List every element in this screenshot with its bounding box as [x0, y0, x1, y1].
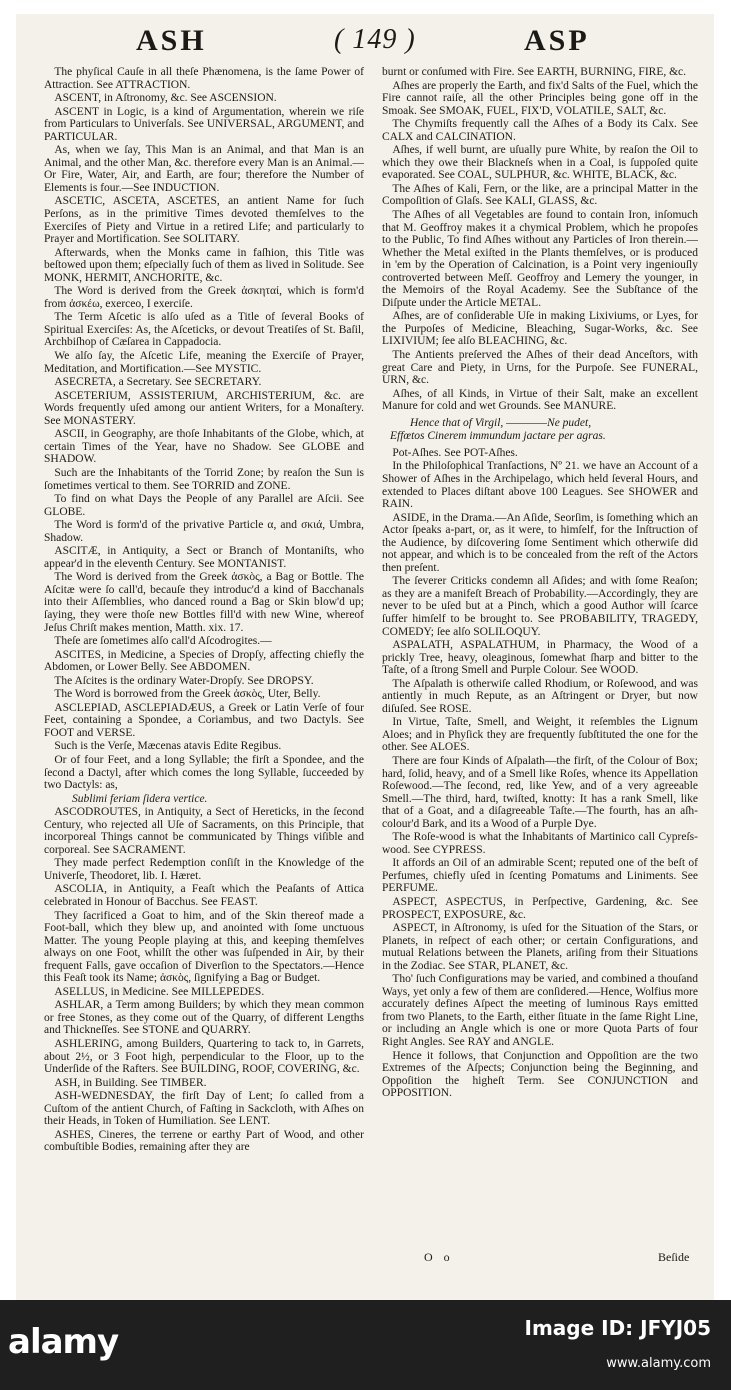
entry: In the Philoſophical Tranſactions, Nº 21. we have an Account of a Shower of Aſhes in the Archipelago, which held ſeveral Hours, and extended to Places diſtant above 100 Leagues. See SHOWER and RAIN.	[382, 460, 698, 511]
entry: The Term Aſcetic is alſo uſed as a Title of ſeveral Books of Spiritual Exerciſes: As, the Aſceticks, or devout Treatiſes of St. Baſil, Archbiſhop of Cæſarea in Cappadocia.	[44, 311, 364, 349]
entry: The Chymiſts frequently call the Aſhes of a Body its Calx. See CALX and CALCINATION.	[382, 118, 698, 143]
entry: ASECRETA, a Secretary. See SECRETARY.	[54, 376, 262, 389]
entry: ASCETIC, ASCETA, ASCETES, an antient Name for ſuch Perſons, as in the primitive Times devoted themſelves to the Exerciſes of Piety and Virtue in a retired Life; and particularly to Prayer and Mortification. See SOLITARY.	[44, 195, 364, 246]
entry: Or of four Feet, and a long Syllable; the firſt a Spondee, and the ſecond a Dactyl, after which comes the long Syllable, ſucceeded by two Dactyls: as,	[44, 753, 364, 792]
entry: ASCITES, in Medicine, a Species of Dropſy, affecting chiefly the Abdomen, or Lower Belly. See ABDOMEN.	[44, 648, 364, 674]
entry: There are four Kinds of Aſpalath—the firſt, of the Colour of Box; hard, ſolid, heavy, and of a Smell like Roſes, whence its Appellation Roſewood.—The ſecond, red, like Yew, and of a very agreeable Smell.—The third, hard, twiſted, knotty: It has a rank Smell, like that of a Goat, and a diſagreeable Taſte.—The fourth, has an aſh-colour'd Bark, and its a Wood of a Purple Dye.	[382, 754, 698, 830]
entry: It affords an Oil of an admirable Scent; reputed one of the beſt of Perfumes, chiefly uſed in ſcenting Pomatums and Liniments. See PERFUME.	[382, 857, 698, 895]
entry: ASPECT, in Aſtronomy, is uſed for the Situation of the Stars, or Planets, in reſpect of each other; or certain Configurations, and mutual Relations between the Planets, ariſing from their Situations in the Zodiac. See STAR, PLANET, &c.	[382, 922, 698, 972]
entry: In Virtue, Taſte, Smell, and Weight, it reſembles the Lignum Aloes; and in Phyſick they are frequently ſubſtituted the one for the other. See ALOES.	[382, 716, 698, 754]
entry: Theſe are ſometimes alſo call'd Aſcodrogites.—	[54, 635, 272, 648]
entry: The Word is derived from the Greek ἀσκὸς, a Bag or Bottle. The Aſcitæ were ſo call'd, becauſe they introduc'd a kind of Bacchanals into their Aſſemblies, who danced round a Bag or Skin blow'd up; ſaying, they were thoſe new Bottles fill'd with new Wine, whereof Jeſus Chriſt makes mention, Matth. xix. 17.	[44, 571, 364, 634]
entry: The Word is borrowed from the Greek ἀσκὸς, Uter, Belly.	[54, 688, 321, 701]
entry: ASPECT, ASPECTUS, in Perſpective, Gardening, &c. See PROSPECT, EXPOSURE, &c.	[382, 896, 698, 921]
running-head	[16, 20, 714, 68]
entry: Tho' ſuch Configurations may be varied, and combined a thouſand Ways, yet only a few of them are conſidered.—Hence, Wolfius more accurately defines Aſpect the meeting of luminous Rays emitted from two Planets, to the Earth, either ſituate in the ſame Right Line, or including an Angle which is one or more Quota Parts of four Right Angles. See RAY and ANGLE.	[382, 973, 698, 1049]
left-column	[44, 66, 364, 1262]
entry: ASCLEPIAD, ASCLEPIADÆUS, a Greek or Latin Verſe of four Feet, containing a Spondee, a Coriambus, and two Dactyls. See FOOT and VERSE.	[44, 701, 364, 739]
entry: ASCENT, in Aſtronomy, &c. See ASCENSION.	[54, 92, 277, 105]
entry: ASH, in Building. See TIMBER.	[54, 1076, 207, 1089]
entry: The Word is derived from the Greek ἀσκηταί, which is form'd from ἀσκέω, exerceo, I exerciſe.	[44, 285, 364, 310]
verse-line: Sublimi feriam ſidera vertice.	[72, 792, 208, 805]
signature-mark: O o	[424, 1250, 454, 1264]
head-right: ASP	[524, 24, 590, 57]
entry: We alſo ſay, the Aſcetic Life, meaning the Exerciſe of Prayer, Meditation, and Mortification.—See MYSTIC.	[44, 350, 364, 375]
entry: The phyſical Cauſe in all theſe Phænomena, is the ſame Power of Attraction. See ATTRACTION.	[44, 66, 364, 91]
entry: Aſhes, are of conſiderable Uſe in making Lixiviums, or Lyes, for the Purpoſes of Medicine, Bleaching, Sugar-Works, &c. See LIXIVIUM; ſee alſo BLEACHING, &c.	[382, 310, 698, 348]
entry: The ſeverer Criticks condemn all Aſides; and with ſome Reaſon; as they are a manifeſt Breach of Probability.—Accordingly, they are never to be uſed but at a Pinch, which a good Author will ſcarce ſuffer himſelf to be brought to. See PROBABILITY, TRAGEDY, COMEDY; ſee alſo SOLILOQUY.	[382, 575, 698, 638]
entry: The Aſcites is the ordinary Water-Dropſy. See DROPSY.	[54, 674, 314, 687]
entry: To find on what Days the People of any Parallel are Aſcii. See GLOBE.	[44, 493, 364, 518]
entry: The Aſhes of all Vegetables are found to contain Iron, inſomuch that M. Geoffroy makes it a chymical Problem, which he propoſes to the Public, To find Aſhes without any Particles of Iron therein.—Whether the Metal exiſted in the Plants themſelves, or is produced in 'em by the Operation of Calcination, is a Point very ingeniouſly controverted between Meſſ. Geoffroy and Lemery the younger, in the Memoirs of the Royal Academy. See the Subſtance of the Diſpute under the Article METAL.	[382, 209, 698, 309]
entry: ASHLAR, a Term among Builders; by which they mean common or free Stones, as they come out of the Quarry, of different Lengths and Thickneſſes. See STONE and QUARRY.	[44, 999, 364, 1037]
entry: ASCENT in Logic, is a kind of Argumentation, wherein we riſe from Particulars to Univerſals. See UNIVERSAL, ARGUMENT, and PARTICULAR.	[44, 105, 364, 143]
entry: The Antients preſerved the Aſhes of their dead Anceſtors, with great Care and Piety, in Urns, for the Purpoſe. See FUNERAL, URN, &c.	[382, 349, 698, 387]
entry: ASHES, Cineres, the terrene or earthy Part of Wood, and other combuſtible Bodies, remaining after they are	[44, 1128, 364, 1154]
entry: Such are the Inhabitants of the Torrid Zone; by reaſon the Sun is ſometimes vertical to them. See TORRID and ZONE.	[44, 466, 364, 492]
verse-line: Effœtos Cinerem immundum jactare per agras.	[390, 430, 606, 443]
entry: Aſhes are properly the Earth, and fix'd Salts of the Fuel, which the Fire cannot raiſe, all the other Principles being gone off in the Smoak. See SMOAK, FUEL, FIX'D, VOLATILE, SALT, &c.	[382, 79, 698, 117]
entry: ASCII, in Geography, are thoſe Inhabitants of the Globe, which, at certain Times of the Year, have no Shadow. See GLOBE and SHADOW.	[44, 428, 364, 466]
book-page	[16, 14, 714, 1300]
image-id: Image ID: JFYJ05	[524, 1316, 711, 1340]
entry: As, when we ſay, This Man is an Animal, and that Man is an Animal, and the other Man, &c. therefore every Man is an Animal.—Or Fire, Water, Air, and Earth, are four; therefore the Number of Elements is four.—See INDUCTION.	[44, 144, 364, 194]
entry: ASHLERING, among Builders, Quartering to tack to, in Garrets, about 2½, or 3 Foot high, perpendicular to the Floor, up to the Underſide of the Rafters. See BUILDING, ROOF, COVERING, &c.	[44, 1038, 364, 1076]
entry: Aſhes, if well burnt, are uſually pure White, by reaſon the Oil to which they owe their Blackneſs when in a Coal, is ſuppoſed quite evaporated. See COAL, SULPHUR, &c. WHITE, BLACK, &c.	[382, 144, 698, 182]
entry: ASH-WEDNESDAY, the firſt Day of Lent; ſo called from a Cuſtom of the antient Church, of Faſting in Sackcloth, with Aſhes on their Heads, in Token of Humiliation. See LENT.	[44, 1090, 364, 1128]
entry: The Word is form'd of the privative Particle α, and σκιά, Umbra, Shadow.	[44, 519, 364, 544]
entry: ASCITÆ, in Antiquity, a Sect or Branch of Montaniſts, who appear'd in the eleventh Century. See MONTANIST.	[44, 545, 364, 570]
watermark-banner	[0, 1300, 731, 1390]
entry: ASCOLIA, in Antiquity, a Feaſt which the Peaſants of Attica celebrated in Honour of Bacchus. See FEAST.	[44, 883, 364, 908]
entry: Hence it follows, that Conjunction and Oppoſition are the two Extremes of the Aſpects; Conjunction being the Beginning, and Oppoſition the higheſt Term. See CONJUNCTION and OPPOSITION.	[382, 1049, 698, 1100]
entry: The Roſe-wood is what the Inhabitants of Martinico call Cypreſs-wood. See CYPRESS.	[382, 831, 698, 856]
entry: ASIDE, in the Drama.—An Aſide, Seorſim, is ſomething which an Actor ſpeaks a-part, or, as it were, to himſelf, for the Inſtruction of the Audience, by diſcovering ſome Sentiment which otherwiſe did not appear, and which is to be concealed from the reſt of the Actors then preſent.	[382, 511, 698, 574]
entry: ASELLUS, in Medicine. See MILLEPEDES.	[54, 985, 265, 998]
entry: ASPALATH, ASPALATHUM, in Pharmacy, the Wood of a prickly Tree, heavy, oleaginous, ſomewhat ſharp and bitter to the Taſte, of a ſtrong Smell and Purple Colour. See WOOD.	[382, 639, 698, 677]
entry: ASCETERIUM, ASSISTERIUM, ARCHISTERIUM, &c. are Words frequently uſed among our antient Writers, for a Monaſtery. See MONASTERY.	[44, 389, 364, 427]
entry: Such is the Verſe, Mæcenas atavis Edite Regibus.	[54, 740, 282, 753]
page-number: ( 149 )	[334, 24, 416, 55]
entry: ASCODROUTES, in Antiquity, a Sect of Hereticks, in the ſecond Century, who rejected all Uſe of Sacraments, on this Principle, that incorporeal Things cannot be communicated by Things viſible and corporeal. See SACRAMENT.	[44, 806, 364, 856]
entry: Aſhes, of all Kinds, in Virtue of their Salt, make an excellent Manure for cold and wet Grounds. See MANURE.	[382, 387, 698, 413]
entry: burnt or conſumed with Fire. See EARTH, BURNING, FIRE, &c.	[382, 66, 687, 78]
head-left: ASH	[136, 24, 207, 57]
entry: They made perfect Redemption conſiſt in the Knowledge of the Univerſe, Theodoret, lib. I. Hæret.	[44, 857, 364, 882]
watermark-url: www.alamy.com	[606, 1356, 711, 1371]
entry: The Aſpalath is otherwiſe called Rhodium, or Roſewood, and was antiently in much Repute, as an Aſtringent or Dryer, but now diſuſed. See ROSE.	[382, 677, 698, 715]
catchword: Beſide	[658, 1250, 690, 1264]
entry: The Aſhes of Kali, Fern, or the like, are a principal Matter in the Compoſition of Glaſs. See KALI, GLASS, &c.	[382, 182, 698, 208]
verse-line: Hence that of Virgil, ————Ne pudet,	[410, 416, 592, 429]
entry: They ſacrificed a Goat to him, and of the Skin thereof made a Foot-ball, which they blew up, and anointed with ſome unctuous Matter. The young People playing at this, and keeping themſelves always on one Foot, whilſt the other was ſuſpended in Air, by their frequent Falls, gave occaſion of Diverſion to the Spectators.—Hence this Feaſt took its Name; ἀσκὸς, ſignifying a Bag or Budget.	[44, 909, 364, 985]
entry: Pot-Aſhes. See POT-Aſhes.	[392, 446, 518, 459]
right-column	[382, 66, 698, 1256]
page-footer	[16, 1250, 714, 1270]
entry: Afterwards, when the Monks came in faſhion, this Title was beſtowed upon them; eſpecially ſuch of them as lived in Solitude. See MONK, HERMIT, ANCHORITE, &c.	[44, 246, 364, 284]
watermark-logo: alamy	[8, 1322, 119, 1362]
